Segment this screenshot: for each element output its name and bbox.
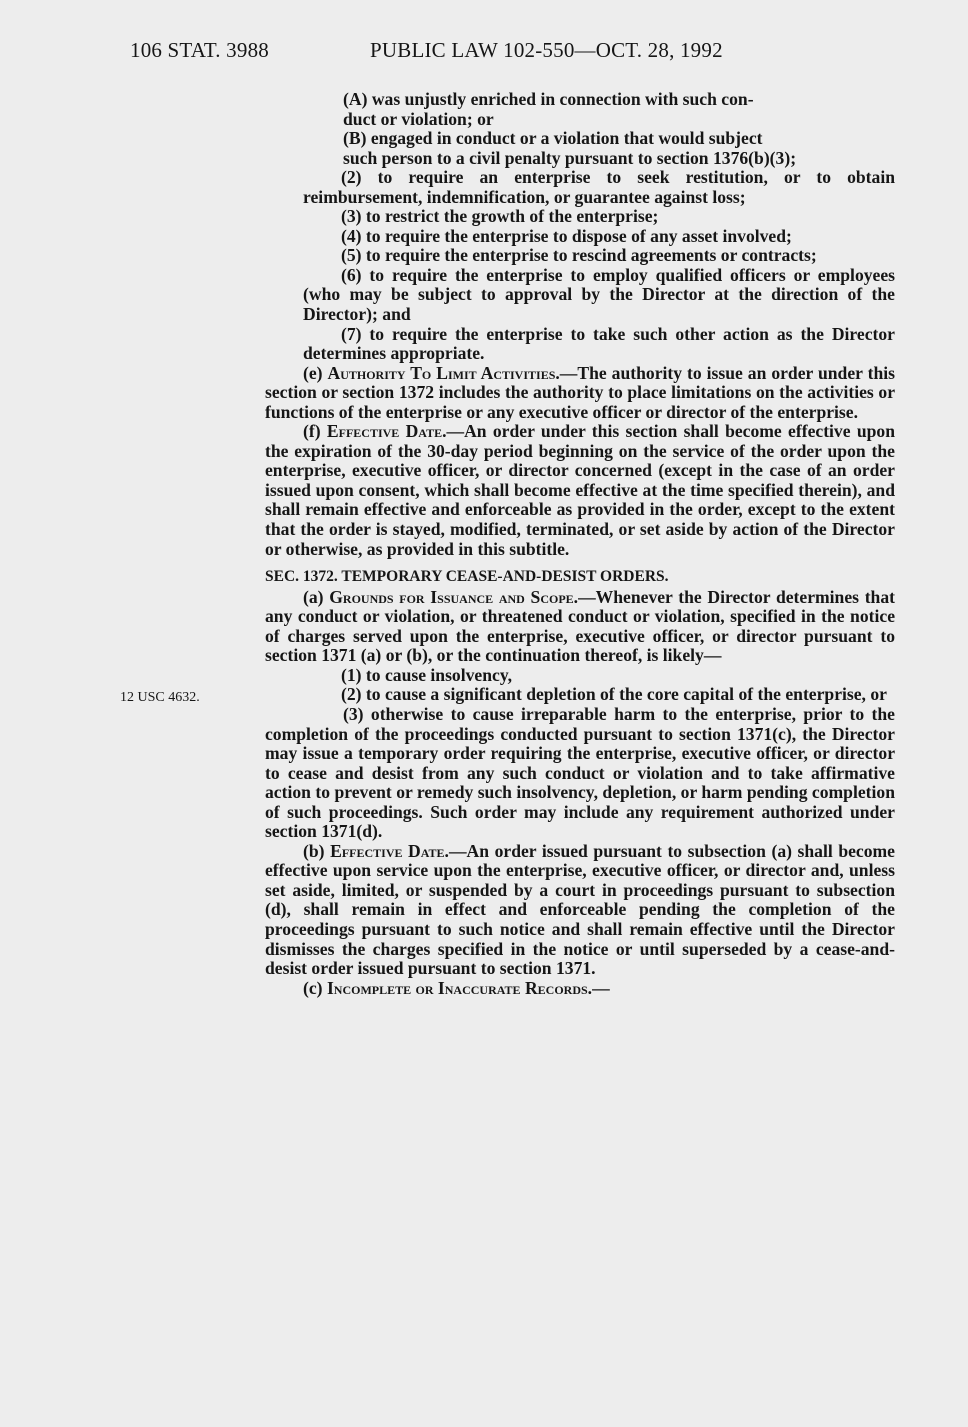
subsection-a-label: (a) — [303, 586, 330, 607]
subsection-c-label: (c) — [303, 977, 327, 998]
margin-note-usc: 12 USC 4632. — [120, 690, 200, 705]
subsection-e-label: (e) — [303, 362, 328, 383]
subsection-c — [265, 979, 895, 999]
paragraph-B-line2: such person to a civil penalty pursuant to section 1376(b)(3); — [343, 147, 797, 168]
paragraph-7: (7) to require the enterprise to take such other action as the Director determines appropriate. — [303, 323, 895, 364]
subsection-b — [265, 842, 895, 979]
paragraph-6: (6) to require the enterprise to employ qualified officers or employees (who may be subject to approval by the Director at the direction of the Director); and — [303, 264, 895, 325]
subsection-b-text: —An order issued pursuant to subsection (a) shall become effective upon service upon the enterprise, executive officer, or director and, unless set aside, limited, or suspended by a court in proceedings pursuant to subsection (d), shall remain in effect and enforceable pending the completion of the proceedings pursuant to such notice and shall remain effective until the Director dismisses the charges specified in the notice or until superseded by a cease-and-desist order issued pursuant to section 1371. — [265, 840, 895, 979]
subsection-e-heading: Authority To Limit Activities. — [327, 362, 560, 383]
paragraph-B-line1: (B) engaged in conduct or a violation that would subject — [343, 128, 763, 149]
subsection-f-heading: Effective Date. — [326, 421, 447, 442]
subsection-e — [265, 364, 895, 423]
subsection-a-item-1: (1) to cause insolvency, — [341, 664, 513, 685]
subsection-a-text: —Whenever the Director determines that any conduct or violation, or threatened conduct or violation, specified in the notice of charges served upon the enterprise, executive officer, or director pursuant to section 1371 (a) or (b), or the continuation thereof, is likely— — [265, 586, 895, 666]
subsection-a-item-2: (2) to cause a significant depletion of the core capital of the enterprise, or — [341, 684, 887, 705]
document-body — [265, 90, 895, 998]
subsection-a-item-3: (3) otherwise to cause irreparable harm to the enterprise, prior to the completion of the proceedings conducted pursuant to section 1371(c), the Director may issue a temporary order requiring the enterprise, executive officer, or director to cease and desist from any such conduct or violation and to take affirmative action to prevent or remedy such insolvency, depletion, or harm pending completion of such proceedings. Such order may include any requirement authorized under section 1371(d). — [265, 703, 895, 842]
subsection-b-heading: Effective Date. — [330, 840, 449, 861]
subsection-c-heading: Incomplete or Inaccurate Records. — [326, 977, 593, 998]
paragraph-A-line1: (A) was unjustly enriched in connection with such con- — [343, 89, 754, 109]
statute-page-number: 106 STAT. 3988 — [130, 38, 269, 62]
subsection-f-text: —An order under this section shall become effective upon the expiration of the 30-day period beginning on the service of the order upon the enterprise, executive officer, or director concerned (except in the case of an order issued upon consent, which shall become effective at the time specified therein), and shall remain effective and enforceable as provided in the order, except to the extent that the order is stayed, modified, terminated, or set aside by action of the Director or otherwise, as provided in this subtitle. — [265, 421, 895, 559]
subsection-e-text: —The authority to issue an order under this section or section 1372 includes the authority to place limitations on the activities or functions of the enterprise or any executive officer or director of the enterprise. — [265, 362, 895, 422]
subsection-f — [265, 422, 895, 559]
subsection-c-text: — — [592, 977, 610, 998]
subsection-f-label: (f) — [303, 421, 327, 442]
subsection-a — [265, 588, 895, 666]
paragraph-3: (3) to restrict the growth of the enterprise; — [341, 206, 659, 227]
section-title: SEC. 1372. TEMPORARY CEASE-AND-DESIST ORDERS. — [265, 568, 669, 586]
subsection-a-heading: Grounds for Issuance and Scope. — [329, 586, 579, 607]
paragraph-2: (2) to require an enterprise to seek restitution, or to obtain reimbursement, indemnification, or guarantee against loss; — [303, 167, 895, 207]
paragraph-5: (5) to require the enterprise to rescind agreements or contracts; — [341, 245, 817, 266]
subsection-b-label: (b) — [303, 840, 331, 861]
paragraph-A-line2: duct or violation; or — [343, 108, 494, 129]
paragraph-4: (4) to require the enterprise to dispose of any asset involved; — [341, 225, 792, 246]
public-law-citation: PUBLIC LAW 102-550—OCT. 28, 1992 — [370, 38, 723, 62]
